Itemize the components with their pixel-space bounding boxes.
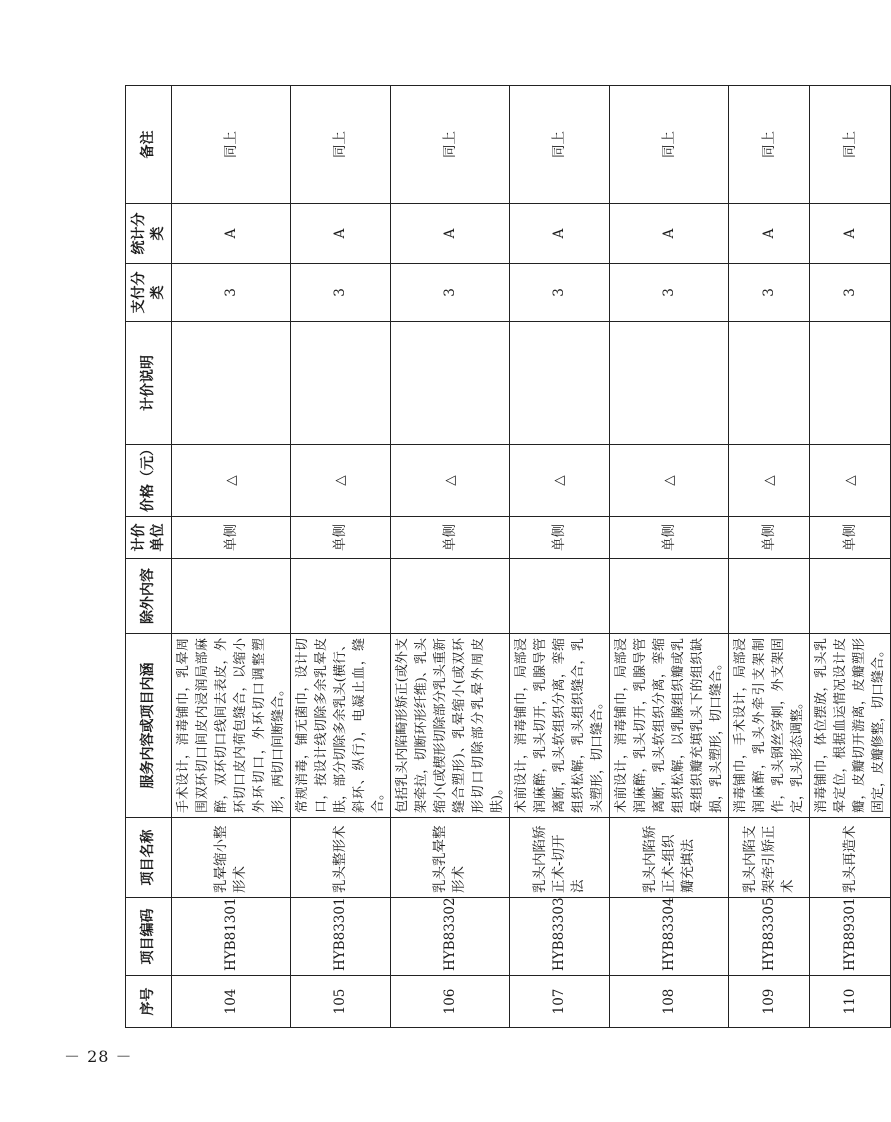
cell-name: 乳头再造术 [810,818,891,898]
cell-pricing-note [291,322,391,445]
header-seq: 序号 [126,976,172,1028]
cell-price: △ [510,445,610,517]
cell-price: △ [729,445,810,517]
page-number: － 28 － [64,1047,133,1066]
cell-content: 消毒铺巾，手术设计，局部浸润麻醉，乳头外牵引支架制作，乳头钢丝穿刺，外支架固定，乳头形态调整。 [729,634,810,818]
cell-pricing-note [172,322,291,445]
cell-remark: 同上 [729,86,810,204]
cell-pricing-note [510,322,610,445]
cell-stat: A [810,204,891,264]
header-pricing-note: 计价说明 [126,322,172,445]
cell-exclusion [610,559,729,634]
table-row [610,86,729,1028]
cell-unit: 单侧 [291,517,391,559]
cell-content: 包括乳头内陷畸形矫正(或外支架牵拉，切断环形纤维)、乳头缩小(或楔形切除部分乳头重新缝合塑形)、乳晕缩小(或双环形切口切除部分乳晕外周皮肤)。 [391,634,510,818]
cell-code: HYB81301 [172,898,291,976]
cell-seq: 107 [510,976,610,1028]
cell-pricing-note [610,322,729,445]
cell-pricing-note [391,322,510,445]
cell-price: △ [610,445,729,517]
header-remark: 备注 [126,86,172,204]
table-row [391,86,510,1028]
cell-seq: 110 [810,976,891,1028]
cell-seq: 109 [729,976,810,1028]
table-row [172,86,291,1028]
cell-stat: A [729,204,810,264]
cell-content: 手术设计，消毒铺巾，乳晕周围双环切口间皮内浸润局部麻醉，双环切口线间去表皮，外环切口皮内荷包缝合，以缩小外环切口，外环切口调整塑形，两切口间断缝合。 [172,634,291,818]
cell-price: △ [291,445,391,517]
cell-remark: 同上 [510,86,610,204]
cell-payment: 3 [510,264,610,322]
cell-price: △ [391,445,510,517]
cell-pricing-note [729,322,810,445]
cell-code: HYB83303 [510,898,610,976]
cell-code: HYB83304 [610,898,729,976]
cell-unit: 单侧 [391,517,510,559]
cell-name: 乳头内陷矫正术-组织瓣充填法 [610,818,729,898]
table-row [729,86,810,1028]
cell-payment: 3 [729,264,810,322]
header-content: 服务内容或项目内涵 [126,634,172,818]
cell-remark: 同上 [291,86,391,204]
pricing-table [125,85,891,1028]
header-stat: 统计分类 [126,204,172,264]
cell-price: △ [172,445,291,517]
cell-name: 乳晕缩小整形术 [172,818,291,898]
cell-stat: A [172,204,291,264]
cell-code: HYB83301 [291,898,391,976]
header-unit: 计价单位 [126,517,172,559]
cell-code: HYB83305 [729,898,810,976]
cell-name: 乳头乳晕整形术 [391,818,510,898]
cell-seq: 108 [610,976,729,1028]
cell-remark: 同上 [391,86,510,204]
cell-stat: A [510,204,610,264]
cell-exclusion [172,559,291,634]
cell-payment: 3 [172,264,291,322]
cell-content: 消毒铺巾，体位摆放，乳头乳晕定位，根据血运情况设计皮瓣，皮瓣切开游离，皮瓣塑形固定，皮瓣修整，切口缝合。 [810,634,891,818]
cell-name: 乳头内陷支架牵引矫正术 [729,818,810,898]
cell-exclusion [291,559,391,634]
cell-content: 术前设计，消毒铺巾，局部浸润麻醉，乳头切开，乳腺导管离断，乳头软组织分离，挛缩组织松解，以乳腺组织瓣或乳晕组织瓣充填乳头下的组织缺损，乳头塑形，切口缝合。 [610,634,729,818]
cell-seq: 105 [291,976,391,1028]
cell-remark: 同上 [172,86,291,204]
cell-seq: 104 [172,976,291,1028]
cell-payment: 3 [391,264,510,322]
cell-exclusion [510,559,610,634]
cell-price: △ [810,445,891,517]
table-row [291,86,391,1028]
cell-unit: 单侧 [810,517,891,559]
cell-unit: 单侧 [729,517,810,559]
header-name: 项目名称 [126,818,172,898]
cell-seq: 106 [391,976,510,1028]
cell-code: HYB89301 [810,898,891,976]
cell-stat: A [610,204,729,264]
cell-unit: 单侧 [510,517,610,559]
cell-stat: A [291,204,391,264]
table-header-row [126,86,172,1028]
cell-remark: 同上 [810,86,891,204]
cell-payment: 3 [291,264,391,322]
cell-payment: 3 [610,264,729,322]
cell-exclusion [810,559,891,634]
cell-code: HYB83302 [391,898,510,976]
cell-pricing-note [810,322,891,445]
cell-payment: 3 [810,264,891,322]
header-code: 项目编码 [126,898,172,976]
cell-name: 乳头内陷矫正术-切开法 [510,818,610,898]
table-row [810,86,891,1028]
cell-exclusion [391,559,510,634]
header-exclusion: 除外内容 [126,559,172,634]
cell-unit: 单侧 [610,517,729,559]
cell-exclusion [729,559,810,634]
cell-name: 乳头整形术 [291,818,391,898]
cell-content: 常规消毒，铺无菌巾，设计切口，按设计线切除多余乳晕皮肤，部分切除多余乳头(横行、斜环、纵行)，电凝止血，缝合。 [291,634,391,818]
table-row [510,86,610,1028]
cell-remark: 同上 [610,86,729,204]
header-price: 价格（元） [126,445,172,517]
rotated-table-container [125,86,886,1028]
cell-unit: 单侧 [172,517,291,559]
cell-stat: A [391,204,510,264]
header-payment: 支付分类 [126,264,172,322]
cell-content: 术前设计，消毒铺巾，局部浸润麻醉，乳头切开，乳腺导管离断，乳头软组织分离，挛缩组织松解，乳头组织缝合，乳头塑形，切口缝合。 [510,634,610,818]
